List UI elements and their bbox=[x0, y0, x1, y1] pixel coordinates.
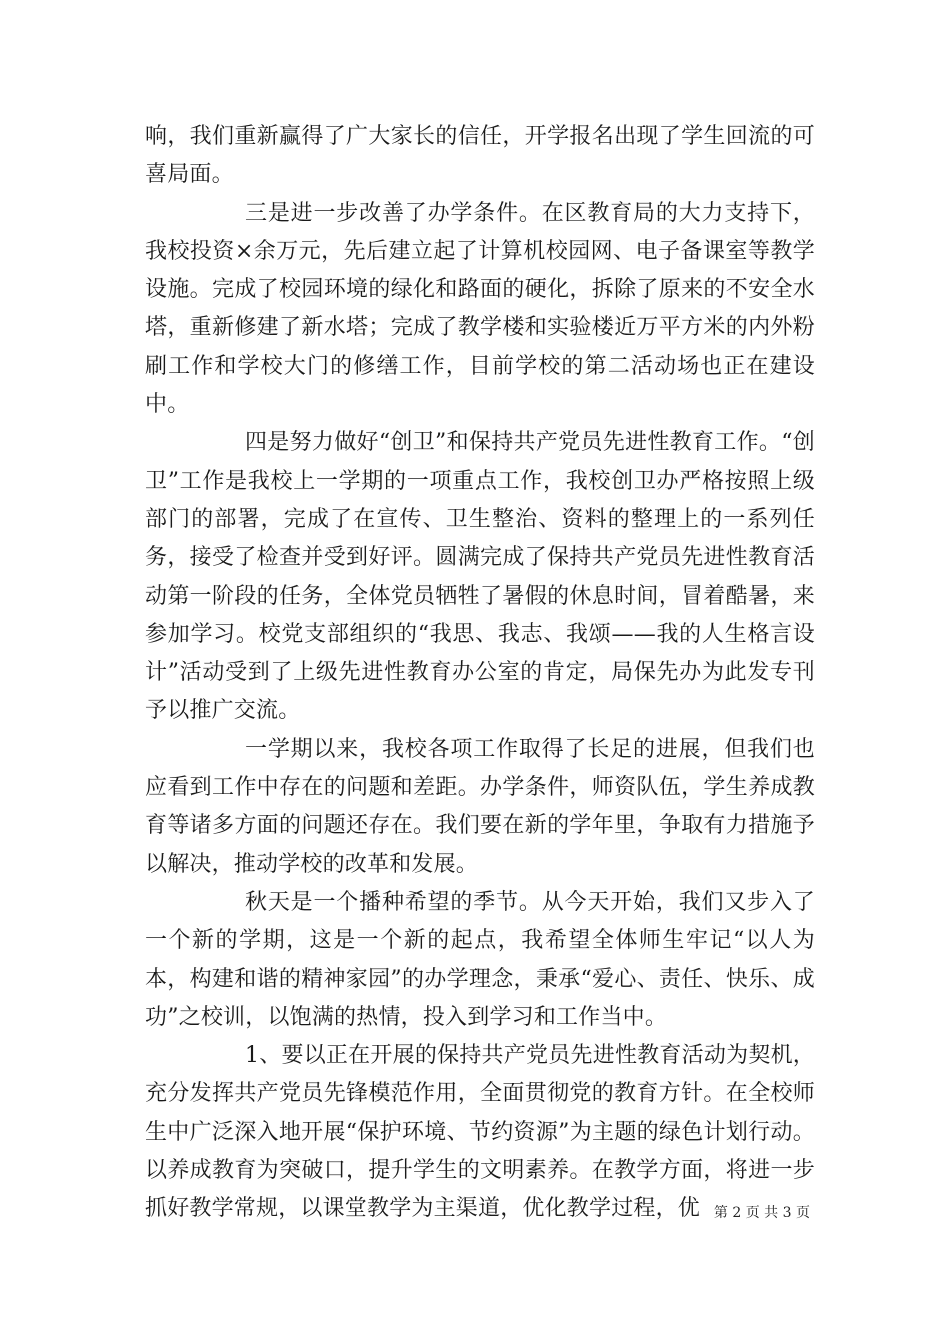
document-body bbox=[145, 118, 815, 1229]
paragraph-4: 一学期以来，我校各项工作取得了长足的进展，但我们也应看到工作中存在的问题和差距。办学条件，师资队伍，学生养成教育等诸多方面的问题还存在。我们要在新的学年里，争取有力措施予以解决，推动学校的改革和发展。 bbox=[145, 736, 815, 877]
paragraph-5: 秋天是一个播种希望的季节。从今天开始，我们又步入了一个新的学期，这是一个新的起点，我希望全体师生牢记“以人为本，构建和谐的精神家园”的办学理念，秉承“爱心、责任、快乐、成功”之校训，以饱满的热情，投入到学习和工作当中。 bbox=[145, 889, 815, 1030]
paragraph-2: 三是进一步改善了办学条件。在区教育局的大力支持下，我校投资×余万元，先后建立起了计算机校园网、电子备课室等教学设施。完成了校园环境的绿化和路面的硬化，拆除了原来的不安全水塔，重新修建了新水塔；完成了教学楼和实验楼近万平方米的内外粉刷工作和学校大门的修缮工作，目前学校的第二活动场也正在建设中。 bbox=[145, 200, 815, 418]
paragraph-3: 四是努力做好“创卫”和保持共产党员先进性教育工作。“创卫”工作是我校上一学期的一项重点工作，我校创卫办严格按照上级部门的部署，完成了在宣传、卫生整治、资料的整理上的一系列任务，接受了检查并受到好评。圆满完成了保持共产党员先进性教育活动第一阶段的任务，全体党员牺牲了暑假的休息时间，冒着酷暑，来参加学习。校党支部组织的“我思、我志、我颂——我的人生格言设计”活动受到了上级先进性教育办公室的肯定，局保先办为此发专刊予以推广交流。 bbox=[145, 430, 815, 724]
page-number-footer: 第 2 页 共 3 页 bbox=[713, 1205, 810, 1221]
paragraph-1: 响，我们重新赢得了广大家长的信任，开学报名出现了学生回流的可喜局面。 bbox=[145, 124, 815, 188]
paragraph-6: 1、要以正在开展的保持共产党员先进性教育活动为契机，充分发挥共产党员先锋模范作用，全面贯彻党的教育方针。在全校师生中广泛深入地开展“保护环境、节约资源”为主题的绿色计划行动。以养成教育为突破口，提升学生的文明素养。在教学方面，将进一步抓好教学常规，以课堂教学为主渠道，优化教学过程，优 bbox=[145, 1043, 815, 1222]
